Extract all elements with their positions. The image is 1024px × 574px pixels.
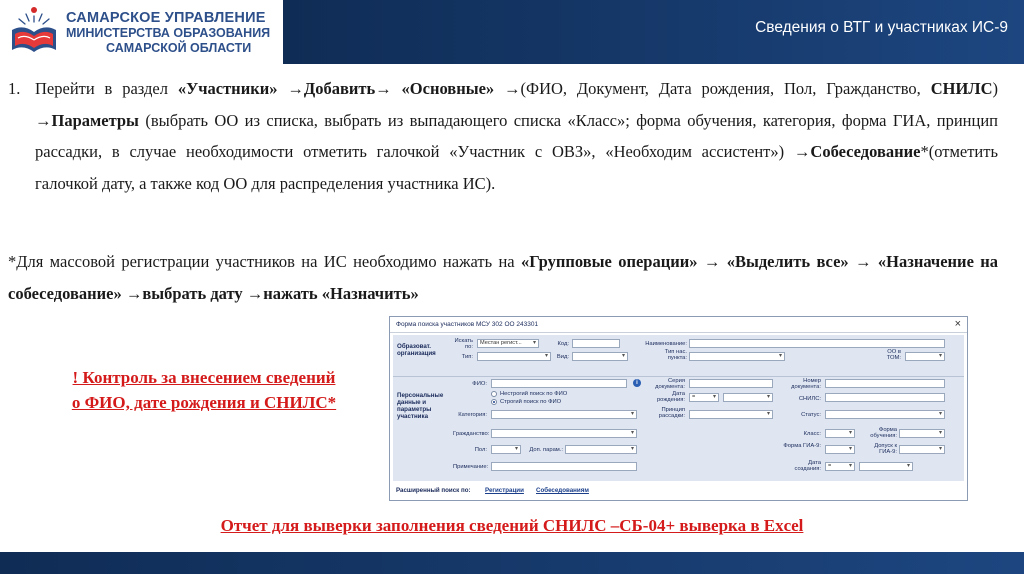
gia-form-label: Форма ГИА-9: xyxy=(783,443,821,449)
advanced-search-label: Расширенный поиск по: xyxy=(396,487,471,494)
organization-section xyxy=(393,335,964,377)
class-label: Класс: xyxy=(803,431,821,437)
extra-param-label: Доп. парам.: xyxy=(529,447,563,453)
instruction-item-1 xyxy=(8,73,998,199)
gender-label: Пол: xyxy=(474,447,487,453)
code-label: Код: xyxy=(557,341,569,347)
warning-line-1: ! Контроль за внесением сведений xyxy=(72,368,336,387)
registration-link[interactable]: Регистрации xyxy=(485,487,524,494)
citizenship-label: Гражданство: xyxy=(453,431,490,437)
slide-title: Сведения о ВТГ и участниках ИС-9 xyxy=(755,19,1008,36)
strict-search-label: Строгий поиск по ФИО xyxy=(500,399,562,405)
doc-series-label: Серия документа: xyxy=(655,378,685,391)
admission-select[interactable] xyxy=(899,445,945,454)
citizenship-select[interactable] xyxy=(491,429,637,438)
created-date-label: Дата создания: xyxy=(794,460,821,473)
close-icon[interactable]: × xyxy=(954,318,961,330)
logo-wordmark xyxy=(66,10,270,56)
bold-run: СНИЛС xyxy=(930,79,993,98)
header xyxy=(0,0,1024,64)
kind-label: Вид: xyxy=(556,354,569,360)
instruction-text xyxy=(35,73,998,199)
text-run: *Для массовой регистрации участников на ИС необходимо нажать на xyxy=(8,252,521,271)
section-label-organization: Образоват. организация xyxy=(397,343,436,357)
note-label: Примечание: xyxy=(453,464,489,470)
bold-run: «Групповые операции» → «Выделить все» → «Назначение на собеседование» →выбрать дату →нажать «Назначить» xyxy=(8,252,998,303)
window-title-bar xyxy=(390,317,967,333)
bold-run: Параметры xyxy=(51,110,139,130)
gia-form-select[interactable] xyxy=(825,445,855,454)
snils-input[interactable] xyxy=(825,393,945,402)
birth-date-input[interactable] xyxy=(723,393,773,402)
doc-number-input[interactable] xyxy=(825,379,945,388)
created-date-input[interactable] xyxy=(859,462,913,471)
extra-param-select[interactable] xyxy=(565,445,637,454)
fuzzy-search-label: Нестрогий поиск по ФИО xyxy=(500,391,568,397)
search-in-label: Искать по: xyxy=(454,338,473,351)
study-form-select[interactable] xyxy=(899,429,945,438)
section-label-personal: Персональные данные и параметры участника xyxy=(397,392,444,420)
bold-run: «Участники» →Добавить→ «Основные» xyxy=(177,79,495,98)
snils-label: СНИЛС: xyxy=(798,396,821,402)
warning-line-2: о ФИО, дате рождения и СНИЛС* xyxy=(71,393,337,412)
status-label: Статус: xyxy=(801,412,821,418)
list-number: 1. xyxy=(8,79,21,98)
advanced-search-bar xyxy=(390,484,967,500)
form-body xyxy=(393,335,964,481)
admission-label: Допуск к ГИА-9: xyxy=(874,443,897,456)
interviews-link[interactable]: Собеседованиям xyxy=(536,487,589,494)
logo-line-3: САМАРСКОЙ ОБЛАСТИ xyxy=(106,41,252,55)
note-input[interactable] xyxy=(491,462,637,471)
oo-in-tom-label: ОО в ТОМ: xyxy=(886,349,901,362)
type-select[interactable] xyxy=(477,352,551,361)
kind-select[interactable] xyxy=(572,352,628,361)
text-run: ) → xyxy=(35,79,998,130)
mass-registration-note xyxy=(8,246,998,309)
strict-search-radio[interactable] xyxy=(491,399,497,405)
footer-bar xyxy=(0,552,1024,574)
type-label: Тип: xyxy=(461,354,473,360)
class-select[interactable] xyxy=(825,429,855,438)
name-label: Наименование: xyxy=(645,341,687,347)
code-input[interactable] xyxy=(572,339,620,348)
seating-select[interactable] xyxy=(689,410,773,419)
category-select[interactable] xyxy=(491,410,637,419)
study-form-label: Форма обучения: xyxy=(870,427,897,440)
created-date-operator-select[interactable]: = ▾ xyxy=(825,462,855,471)
snils-report-note: Отчет для выверки заполнения сведений СНИЛС –СБ-04+ выверка в Excel xyxy=(220,516,804,535)
birth-date-label: Дата рождения: xyxy=(656,391,685,404)
logo-line-1: САМАРСКОЕ УПРАВЛЕНИЕ xyxy=(66,10,266,26)
fio-input[interactable] xyxy=(491,379,627,388)
settlement-type-select[interactable] xyxy=(689,352,785,361)
seating-label: Принцип рассадки: xyxy=(658,407,685,420)
text-run: →(ФИО, Документ, Дата рождения, Пол, Гражданство, xyxy=(494,79,931,98)
info-icon[interactable]: i xyxy=(633,379,641,387)
text-run: Перейти в раздел xyxy=(35,79,178,98)
doc-number-label: Номер документа: xyxy=(791,378,821,391)
status-select[interactable] xyxy=(825,410,945,419)
book-emblem-icon xyxy=(6,4,62,60)
participant-search-form-window xyxy=(389,316,968,501)
bold-run: Собеседование xyxy=(810,142,921,162)
text-run: *(отметить галочкой дату, а также код ОО для распределения участника ИС). xyxy=(35,142,998,193)
control-warning xyxy=(30,365,378,415)
oo-in-tom-select[interactable] xyxy=(905,352,945,361)
gender-select[interactable] xyxy=(491,445,521,454)
organization-logo xyxy=(4,2,280,62)
window-title: Форма поиска участников МСУ 302 ОО 243301 xyxy=(396,321,539,328)
birth-date-operator-select[interactable]: = ▾ xyxy=(689,393,719,402)
name-input[interactable] xyxy=(689,339,945,348)
fio-label: ФИО: xyxy=(472,381,487,387)
fuzzy-search-radio[interactable] xyxy=(491,391,497,397)
logo-line-2: МИНИСТЕРСТВА ОБРАЗОВАНИЯ xyxy=(66,26,271,40)
category-label: Категория: xyxy=(458,412,487,418)
doc-series-input[interactable] xyxy=(689,379,773,388)
text-run: (выбрать ОО из списка, выбрать из выпадающего списка «Класс»; форма обучения, категория, форма ГИА, принцип рассадки, в случае необходимости отметить галочкой «Участник с ОВЗ», «Необходим ассистент») → xyxy=(35,110,998,162)
header-bar xyxy=(283,0,1024,64)
search-in-select[interactable]: Местан регист... ▾ xyxy=(477,339,539,348)
settlement-type-label: Тип нас. пункта: xyxy=(664,349,687,362)
